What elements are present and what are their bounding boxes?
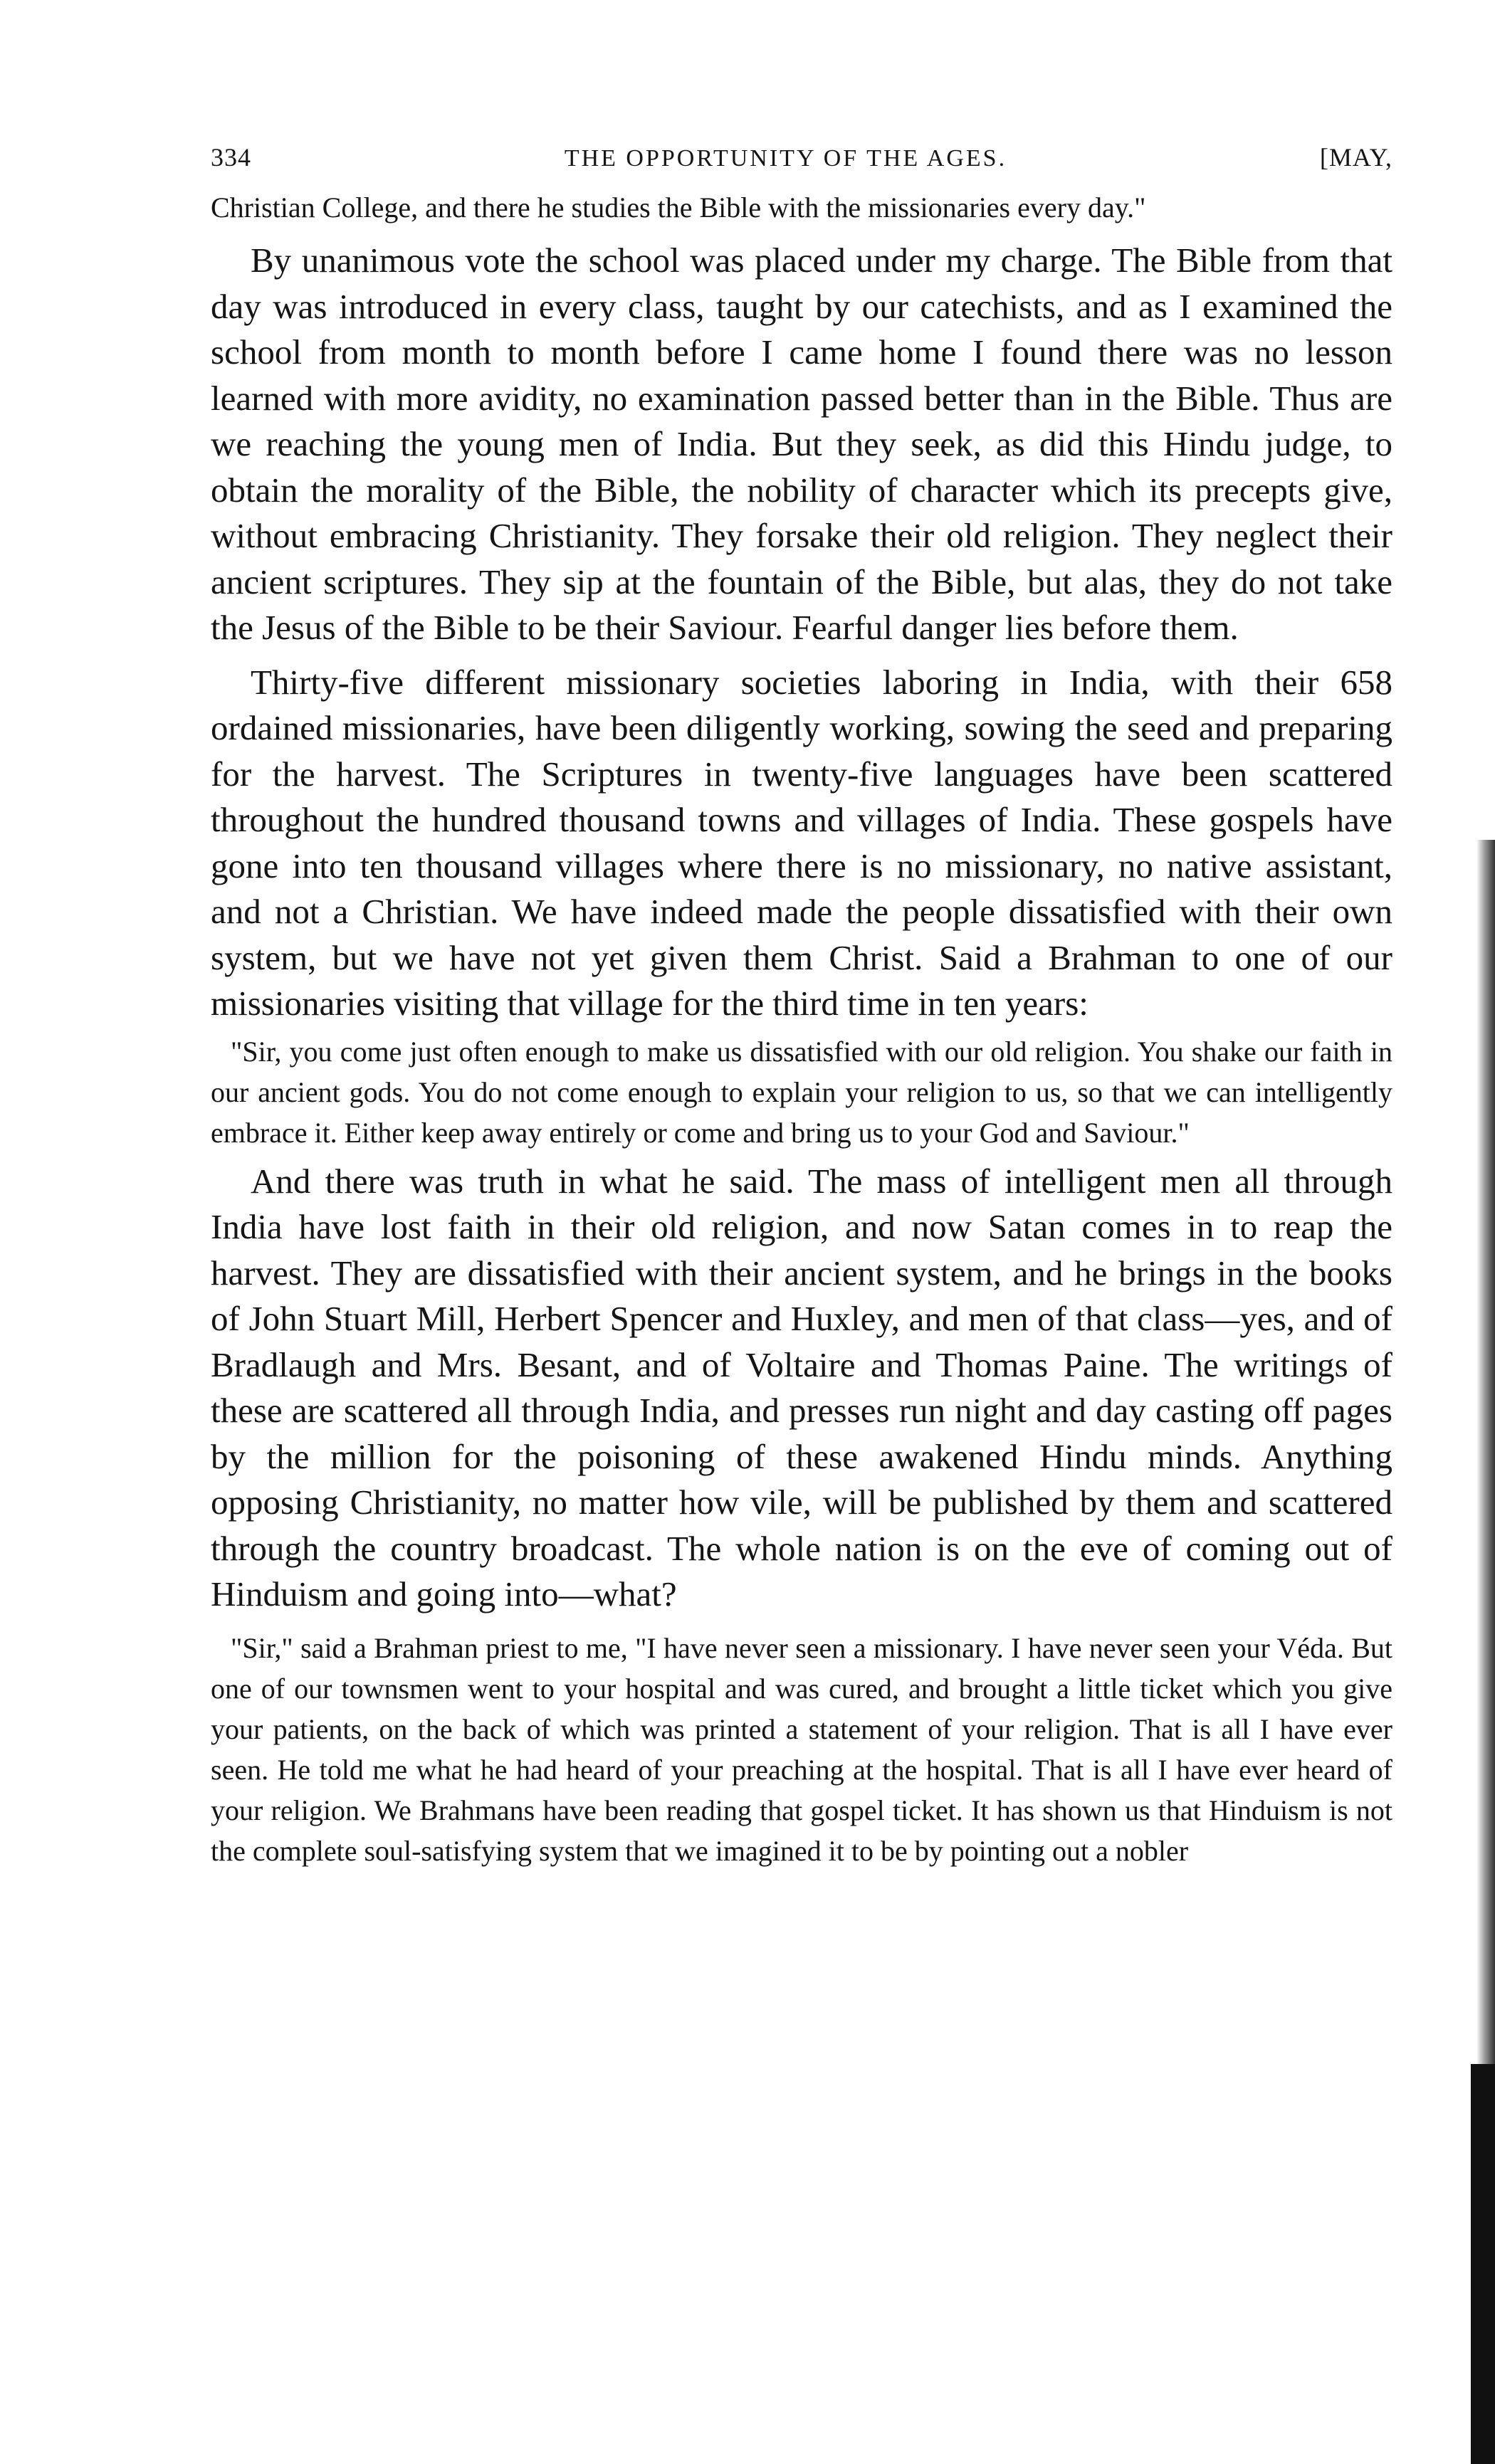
running-month: [MAY, <box>1319 143 1392 172</box>
paragraph-school: By unanimous vote the school was placed under my charge. The Bible from that day was introduced in every class, taught by our catechists, and as I examined the school from month to month before I came home I found there was no lesson learned with more avidity, no examination passed better than in the Bible. Thus are we reaching the young men of India. But they seek, as did this Hindu judge, to obtain the morality of the Bible, the nobility of character which its precepts give, without embracing Christianity. They forsake their old religion. They neglect their ancient scriptures. They sip at the fountain of the Bible, but alas, they do not take the Jesus of the Bible to be their Saviour. Fearful danger lies before them. <box>211 241 1392 647</box>
page-number: 334 <box>211 143 251 172</box>
running-head <box>211 142 1392 172</box>
quote-brahman-village: "Sir, you come just often enough to make us dissatisfied with our old religion. You shake our faith in our ancient gods. You do not come enough to explain your religion to us, so that we can intelligently embrace it. Either keep away entirely or come and bring us to your God and Saviour." <box>211 1035 1392 1149</box>
paragraph-missionary-societies: Thirty-five different missionary societies laboring in India, with their 658 ordained missionaries, have been diligently working, sowing the seed and preparing for the harvest. The Scriptures in twenty-five languages have been scattered throughout the hundred thousand towns and villages of India. These gospels have gone into ten thousand villages where there is no missionary, no native assistant, and not a Christian. We have indeed made the people dissatisfied with their own system, but we have not yet given them Christ. Said a Brahman to one of our missionaries visiting that village for the third time in ten years: <box>211 662 1392 1023</box>
quote-brahman-priest: "Sir," said a Brahman priest to me, "I have never seen a missionary. I have never seen your Véda. But one of our townsmen went to your hospital and was cured, and brought a little ticket which you give your patients, on the back of which was printed a statement of your religion. That is all I have ever seen. He told me what he had heard of your preaching at the hospital. That is all I have ever heard of your religion. We Brahmans have been reading that gospel ticket. It has shown us that Hinduism is not the complete soul-satisfying system that we imagined it to be by pointing out a nobler <box>211 1631 1392 1867</box>
paragraph-truth: And there was truth in what he said. The mass of intelligent men all through India have lost faith in their old religion, and now Satan comes in to reap the harvest. They are dissatisfied with their ancient system, and he brings in the books of John Stuart Mill, Herbert Spencer and Huxley, and men of that class—yes, and of Bradlaugh and Mrs. Besant, and of Voltaire and Thomas Paine. The writings of these are scattered all through India, and presses run night and day casting off pages by the million for the poisoning of these awakened Hindu minds. Anything opposing Christianity, no matter how vile, will be published by them and scattered through the country broadcast. The whole nation is on the eve of coming out of Hinduism and going into—what? <box>211 1161 1392 1613</box>
paragraph-continuation: Christian College, and there he studies the Bible with the missionaries every day." <box>211 191 1146 223</box>
running-title: THE OPPORTUNITY OF THE AGES. <box>564 145 1007 172</box>
book-page <box>211 142 1392 1871</box>
scan-edge-dark <box>1471 2064 1495 2464</box>
